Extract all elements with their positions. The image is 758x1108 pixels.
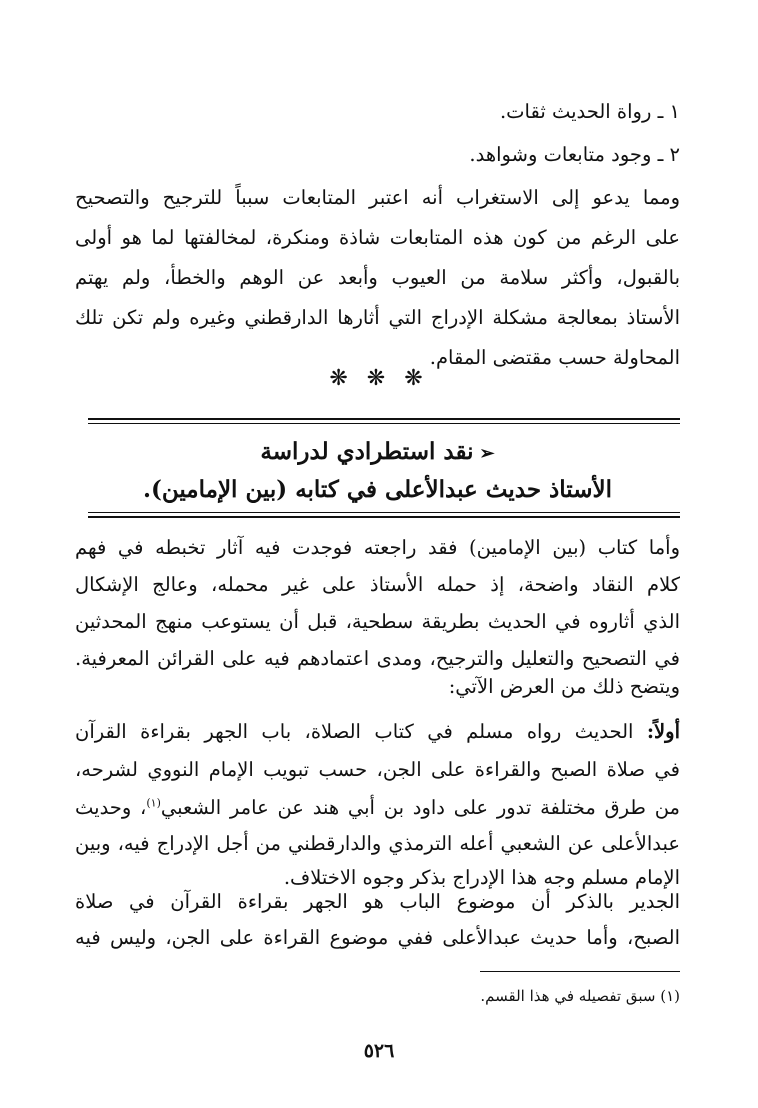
first-label: أولاً: — [646, 720, 680, 743]
heading-bottom-rule-thin — [88, 512, 680, 513]
section-heading-line-2: الأستاذ حديث عبدالأعلى في كتابه (بين الإمامين). — [142, 476, 613, 503]
paragraph-1-line-2: على الرغم من كون هذه المتابعات شاذة ومنكرة، لمخالفتها لما هو أولى — [75, 226, 680, 249]
paragraph-2-line-2: كلام النقاد واضحة، إذ حمله الأستاذ على غير محمله، وعالج الإشكال — [75, 573, 680, 596]
paragraph-3-line-3-text: من طرق مختلفة تدور على داود بن أبي هند عن عامر الشعبي — [160, 796, 680, 819]
paragraph-3-line-1 — [75, 712, 680, 752]
heading-text-1: نقد استطرادي لدراسة — [260, 438, 474, 465]
paragraph-3-line-3-tail: ، وحديث — [75, 796, 147, 819]
heading-top-rule-thin — [88, 423, 680, 424]
paragraph-1-line-5: المحاولة حسب مقتضى المقام. — [429, 346, 680, 369]
paragraph-1-line-1: ومما يدعو إلى الاستغراب أنه اعتبر المتابعات سبباً للترجيح والتصحيح — [75, 186, 680, 209]
paragraph-3-line-4: عبدالأعلى عن الشعبي أعله الترمذي والدارقطني من أجل الإدراج فيه، وبين — [75, 832, 680, 855]
footnote-reference[interactable]: (١) — [146, 796, 161, 810]
paragraph-3-line-2: في صلاة الصبح والقراءة على الجن، حسب تبويب الإمام النووي لشرحه، — [75, 758, 680, 781]
paragraph-2-line-5: ويتضح ذلك من العرض الآتي: — [448, 675, 680, 698]
paragraph-2-line-3: الذي أثاروه في الحديث بطريقة سطحية، قبل أن يستوعب منهج المحدثين — [75, 610, 680, 633]
list-item-2: ٢ ـ وجود متابعات وشواهد. — [469, 143, 680, 166]
paragraph-1-line-4: الأستاذ بمعالجة مشكلة الإدراج التي أثارها الدارقطني وغيره ولم تكن تلك — [75, 306, 680, 329]
paragraph-4-line-1: الجدير بالذكر أن موضوع الباب هو الجهر بقراءة القرآن في صلاة — [75, 890, 680, 913]
paragraph-2-line-1: وأما كتاب (بين الإمامين) فقد راجعته فوجدت فيه آثار تخبطه في فهم — [75, 536, 680, 559]
arrow-icon: ➢ — [479, 443, 495, 464]
paragraph-3-line-1-text: الحديث رواه مسلم في كتاب الصلاة، باب الجهر بقراءة القرآن — [75, 720, 647, 743]
paragraph-3-line-3 — [75, 788, 680, 828]
heading-bottom-rule — [88, 516, 680, 518]
section-separator: ❋ ❋ ❋ — [329, 366, 429, 391]
list-item-1: ١ ـ رواة الحديث ثقات. — [499, 100, 680, 123]
paragraph-4-line-2: الصبح، وأما حديث عبدالأعلى ففي موضوع القراءة على الجن، وليس فيه — [75, 926, 680, 949]
footnote-1: (١) سبق تفصيله في هذا القسم. — [480, 987, 680, 1005]
heading-top-rule — [88, 418, 680, 420]
paragraph-1-line-3: بالقبول، وأكثر سلامة من العيوب وأبعد عن الوهم والخطأ، ولم يهتم — [75, 266, 680, 289]
paragraph-2-line-4: في التصحيح والتعليل والترجيح، ومدى اعتمادهم فيه على القرائن المعرفية. — [75, 647, 680, 670]
paragraph-3-line-5: الإمام مسلم وجه هذا الإدراج بذكر وجوه الاختلاف. — [283, 866, 680, 889]
footnote-rule — [480, 971, 680, 972]
section-heading-line-1 — [75, 432, 680, 474]
page-number: ٥٢٦ — [363, 1040, 395, 1062]
